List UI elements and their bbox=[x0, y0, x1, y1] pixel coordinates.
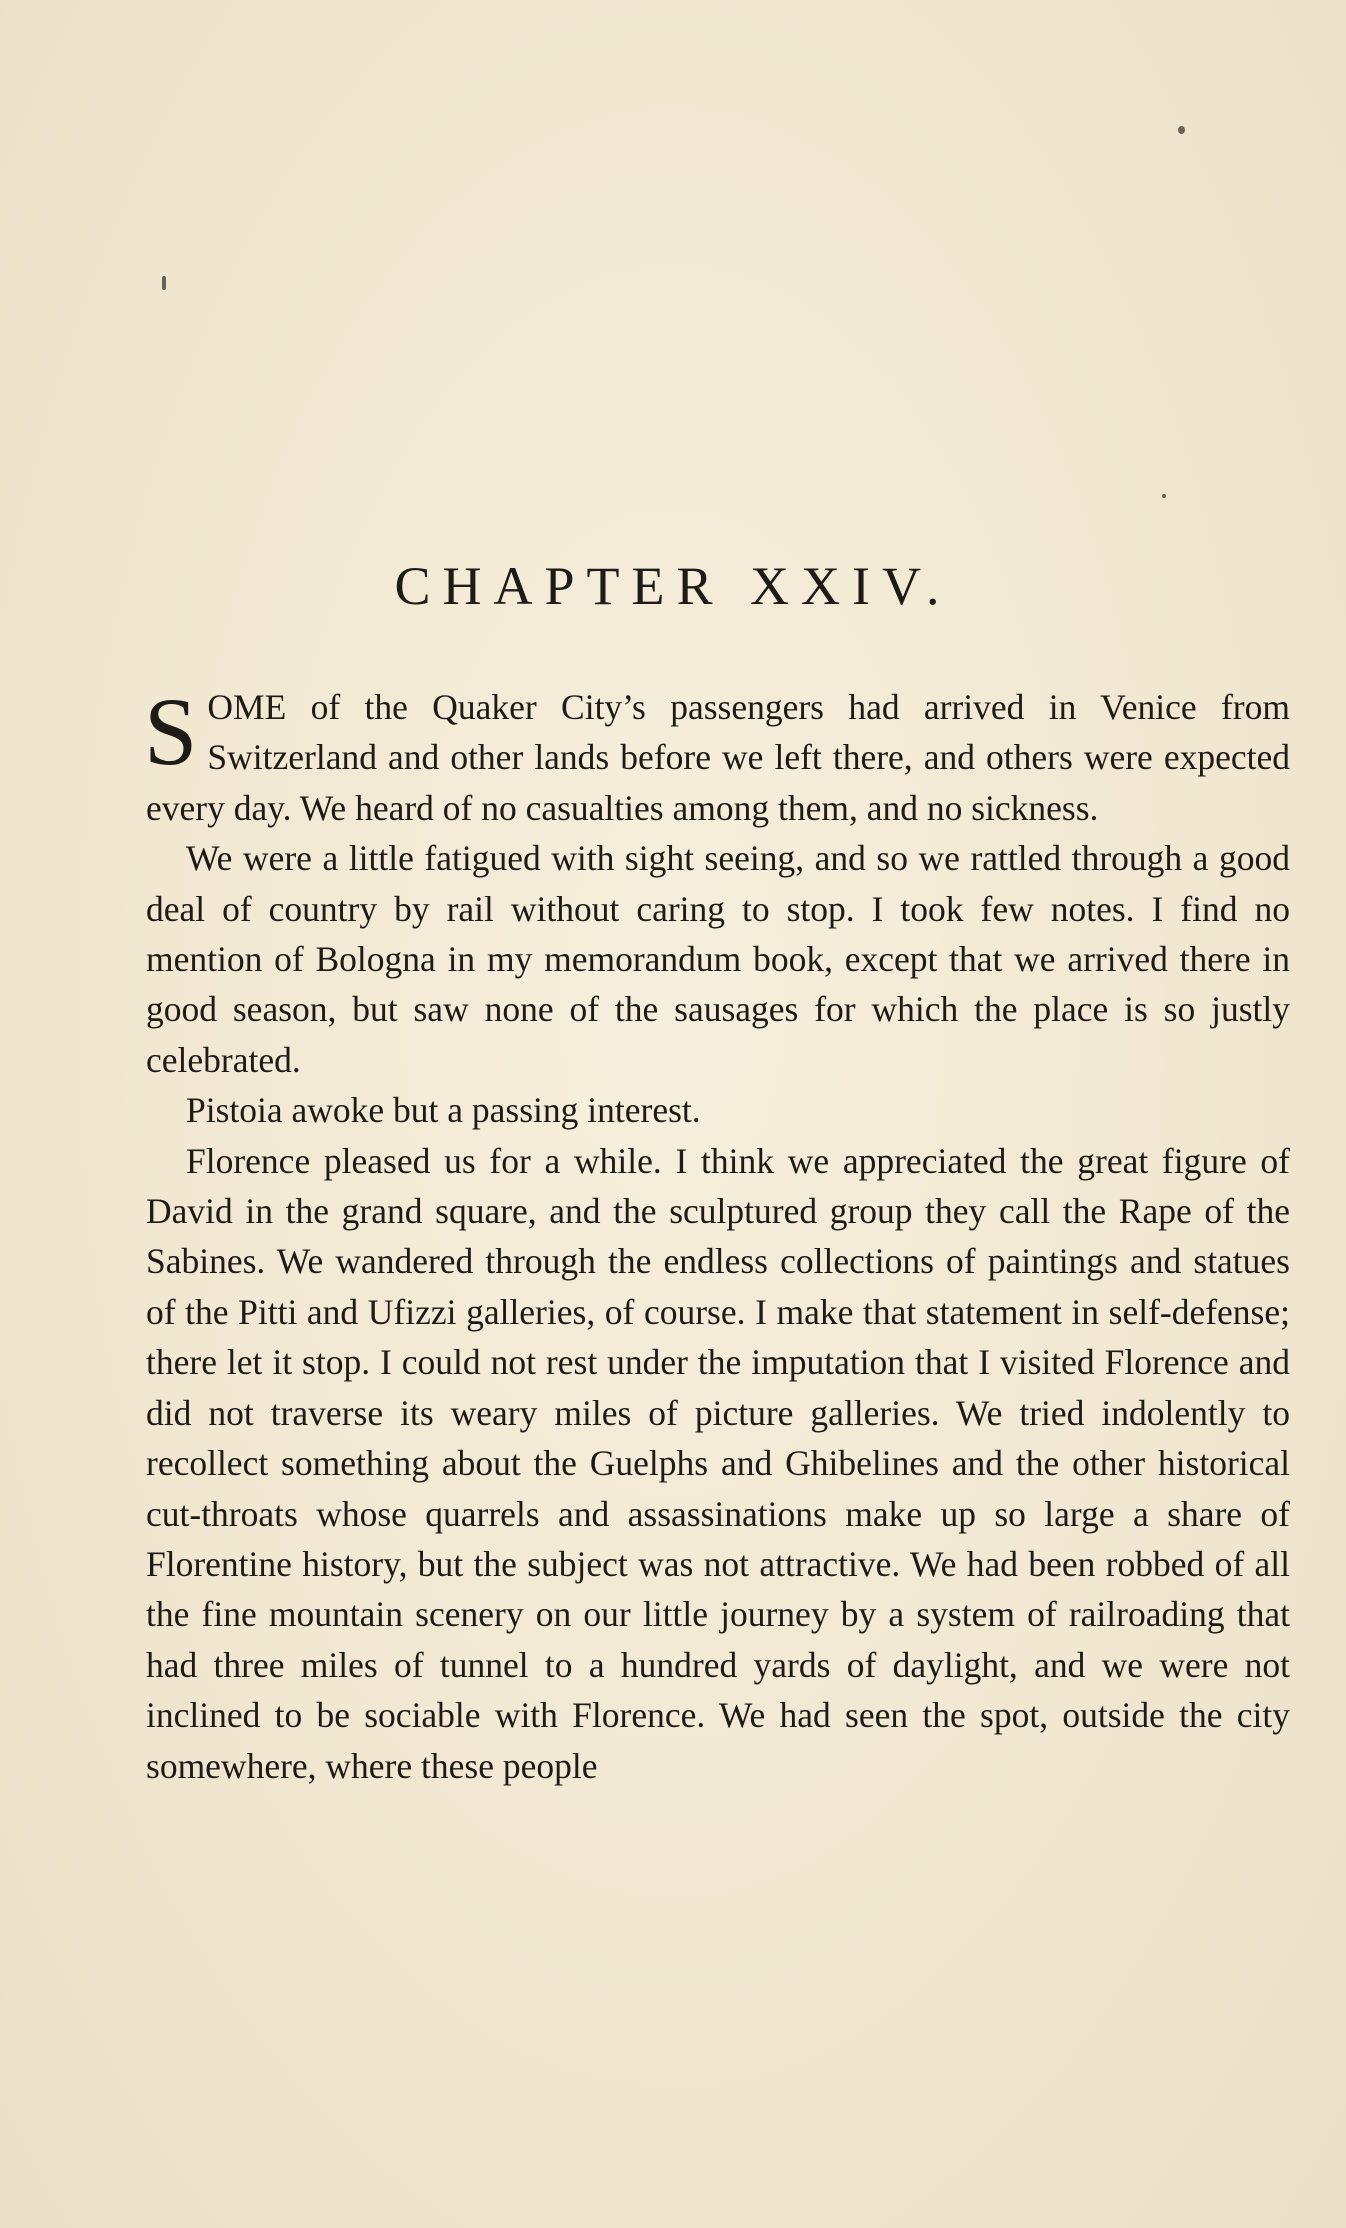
paragraph-3: Pistoia awoke but a passing interest. bbox=[186, 1090, 701, 1131]
paragraph-1 bbox=[144, 678, 1290, 833]
chapter-title: CHAPTER XXIV. bbox=[394, 556, 952, 616]
ink-speck bbox=[162, 276, 166, 290]
paragraph-1-text: OME of the Quaker City’s passengers had arrived in Venice from Switzerland and other lands before we left there, and others were expected every day. We heard of no casualties among them, and no sickness. bbox=[146, 687, 1290, 828]
paragraph-2: We were a little fatigued with sight seeing, and so we rattled through a good deal of country by rail without caring to stop. I took few notes. I find no mention of Bologna in my memorandum book, except that we arrived there in good season, but saw none of the sausages for which the place is so justly celebrated. bbox=[146, 838, 1290, 1080]
ink-speck bbox=[1178, 126, 1185, 134]
chapter-body bbox=[144, 678, 1290, 1791]
ink-speck bbox=[1162, 494, 1166, 498]
paragraph-4: Florence pleased us for a while. I think we appreciated the great figure of David in the grand square, and the sculptured group they call the Rape of the Sabines. We wandered through the endless collections of paintings and statues of the Pitti and Ufizzi galleries, of course. I make that statement in self-defense; there let it stop. I could not rest under the imputation that I visited Florence and did not traverse its weary miles of picture galleries. We tried indolently to recollect something about the Guelphs and Ghibelines and the other historical cut-throats whose quarrels and assassinations make up so large a share of Florentine history, but the subject was not attractive. We had been robbed of all the fine mountain scenery on our little journey by a system of railroading that had three miles of tunnel to a hundred yards of daylight, and we were not inclined to be sociable with Florence. We had seen the spot, outside the city somewhere, where these people bbox=[146, 1140, 1290, 1786]
drop-cap-letter: S bbox=[144, 678, 198, 785]
